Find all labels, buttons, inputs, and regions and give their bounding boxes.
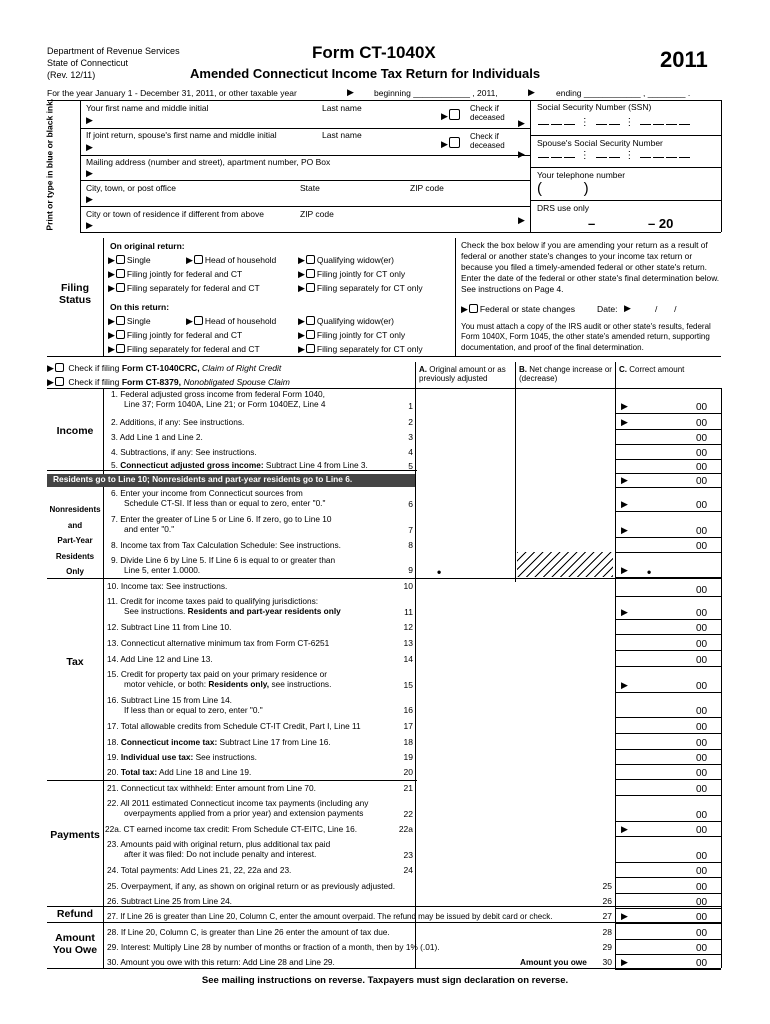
date-field[interactable]: / / bbox=[655, 304, 677, 314]
line-number: 2 bbox=[408, 417, 413, 427]
cents-field[interactable]: 00 bbox=[696, 681, 708, 692]
cents-field[interactable]: 00 bbox=[696, 402, 708, 413]
filing-status-label: Filing Status bbox=[58, 282, 92, 306]
column-b-header: B. Net change increase or (decrease) bbox=[519, 365, 612, 383]
orig-sep-ct[interactable]: ▶ Filing separately for CT only bbox=[298, 283, 423, 293]
cents-field[interactable]: 00 bbox=[696, 639, 708, 650]
entry-line bbox=[615, 923, 721, 924]
line-number: 19 bbox=[403, 752, 413, 762]
this-single[interactable]: ▶ Single bbox=[108, 316, 151, 326]
entry-line bbox=[615, 619, 721, 620]
entry-line bbox=[615, 596, 721, 597]
cents-field[interactable]: 00 bbox=[696, 623, 708, 634]
line-18-text: 18. Connecticut income tax: Subtract Line 17 from Line 16. bbox=[107, 737, 331, 747]
spouse-deceased-label: Check if deceased bbox=[470, 132, 505, 150]
this-sep-ct[interactable]: ▶ Filing separately for CT only bbox=[298, 344, 423, 354]
amend-instructions: Check the box below if you are amending your return as a result of federal or another state's changes to your income tax return or because you filed a timely-amended federal or other state's return. Enter the date of the federal or other state's final determination below. See instructions on Page 4. bbox=[461, 240, 720, 294]
cents-field[interactable]: 00 bbox=[696, 500, 708, 511]
cents-field[interactable]: 00 bbox=[696, 462, 708, 473]
arrow-icon: ▶ bbox=[441, 111, 448, 121]
entry-line bbox=[615, 939, 721, 940]
cents-field[interactable]: 00 bbox=[696, 753, 708, 764]
arrow-icon: ▶ bbox=[624, 303, 631, 313]
line-number: 13 bbox=[403, 638, 413, 648]
entry-line bbox=[615, 577, 721, 578]
cents-field[interactable]: 00 bbox=[696, 958, 708, 969]
cents-field[interactable]: 00 bbox=[696, 655, 708, 666]
city-label: City, town, or post office bbox=[86, 183, 176, 193]
entry-line bbox=[615, 969, 721, 970]
line-number: 4 bbox=[408, 447, 413, 457]
cents-field[interactable]: 00 bbox=[696, 810, 708, 821]
hatched-area bbox=[517, 552, 613, 577]
entry-line bbox=[615, 764, 721, 765]
line-number: 20 bbox=[403, 767, 413, 777]
entry-line bbox=[615, 552, 721, 553]
cents-field[interactable]: 00 bbox=[696, 825, 708, 836]
cents-field[interactable]: 00 bbox=[696, 418, 708, 429]
form-number: Form CT-1040X bbox=[312, 43, 436, 62]
arrow-icon: ▶ bbox=[621, 607, 628, 617]
line-4-text: 4. Subtractions, if any: See instructions. bbox=[111, 447, 257, 457]
drs-year: – 20 bbox=[648, 216, 674, 231]
owe-section-label: Amount You Owe bbox=[52, 932, 98, 956]
line-5-text: 5. Connecticut adjusted gross income: Subtract Line 4 from Line 3. bbox=[111, 460, 368, 470]
entry-line bbox=[615, 429, 721, 430]
arrow-icon: ▶ bbox=[621, 824, 628, 834]
cents-field[interactable]: 00 bbox=[696, 768, 708, 779]
arrow-icon: ▶ bbox=[621, 475, 628, 485]
entry-line bbox=[615, 511, 721, 512]
cents-field[interactable]: 00 bbox=[696, 722, 708, 733]
entry-line bbox=[615, 634, 721, 635]
line-number: 1 bbox=[408, 401, 413, 411]
drs-dash: – bbox=[588, 216, 596, 231]
cents-field[interactable]: 00 bbox=[696, 706, 708, 717]
line-number: 23 bbox=[403, 850, 413, 860]
amount-you-owe-label: Amount you owe bbox=[520, 957, 587, 967]
line-number: 11 bbox=[404, 607, 413, 617]
this-joint-ct[interactable]: ▶ Filing jointly for CT only bbox=[298, 330, 406, 340]
spouse-deceased-checkbox[interactable] bbox=[441, 137, 462, 150]
spouse-first-name-label: If joint return, spouse's first name and middle initial bbox=[86, 130, 277, 140]
cents-field[interactable]: 00 bbox=[696, 541, 708, 552]
phone-label: Your telephone number bbox=[537, 170, 626, 180]
arrow-icon: ▶ bbox=[518, 118, 525, 128]
orig-single[interactable]: ▶ Single bbox=[108, 255, 151, 265]
line-6-text: 6. Enter your income from Connecticut sources from Schedule CT-SI. If less than or equal to zero, enter "0." bbox=[111, 488, 326, 508]
arrow-icon: ▶ bbox=[621, 499, 628, 509]
ssn-label: Social Security Number (SSN) bbox=[537, 102, 652, 112]
entry-line bbox=[615, 666, 721, 667]
entry-line bbox=[615, 779, 721, 780]
line-number: 22 bbox=[403, 809, 413, 819]
refund-section-label: Refund bbox=[56, 908, 94, 920]
spouse-last-name-label: Last name bbox=[322, 130, 362, 140]
line-number: 28 bbox=[602, 927, 612, 937]
line-number: 30 bbox=[602, 957, 612, 967]
column-c-header: C. Correct amount bbox=[619, 365, 685, 374]
this-joint-fed[interactable]: ▶ Filing jointly for federal and CT bbox=[108, 330, 243, 340]
date-label: Date: bbox=[597, 304, 618, 314]
column-a-header: A. Original amount or as previously adjusted bbox=[419, 365, 506, 383]
cents-field[interactable]: 00 bbox=[696, 784, 708, 795]
entry-line bbox=[615, 893, 721, 894]
this-hoh[interactable]: ▶ Head of household bbox=[186, 316, 277, 326]
ink-instruction: Print or type in blue or black ink. bbox=[44, 98, 55, 231]
payments-section-label: Payments bbox=[50, 829, 100, 841]
spouse-ssn-label: Spouse's Social Security Number bbox=[537, 138, 663, 148]
tax-section-label: Tax bbox=[66, 656, 84, 668]
entry-line bbox=[615, 413, 721, 414]
crc-checkbox[interactable]: ▶ Check if filing Form CT-1040CRC, Claim of Right Credit bbox=[47, 363, 282, 373]
line-17-text: 17. Total allowable credits from Schedule CT-IT Credit, Part I, Line 11 bbox=[107, 721, 361, 731]
entry-line bbox=[615, 836, 721, 837]
line-27-text: 27. If Line 26 is greater than Line 20, Column C, enter the amount overpaid. The refund may be issued by debit card or check. bbox=[107, 912, 553, 921]
line-16-text: 16. Subtract Line 15 from Line 14. If less than or equal to zero, enter "0." bbox=[107, 695, 263, 715]
orig-sep-fed[interactable]: ▶ Filing separately for federal and CT bbox=[108, 283, 260, 293]
entry-line bbox=[615, 908, 721, 909]
form-title: Amended Connecticut Income Tax Return for Individuals bbox=[190, 66, 541, 81]
cents-field[interactable]: 00 bbox=[696, 912, 708, 923]
line-1-text: 1. Federal adjusted gross income from federal Form 1040, Line 37; Form 1040A, Line 21; or Form 1040EZ, Line 4 bbox=[111, 389, 326, 409]
line-10-text: 10. Income tax: See instructions. bbox=[107, 581, 228, 591]
line-30-text: 30. Amount you owe with this return: Add Line 28 and Line 29. bbox=[107, 957, 335, 967]
zip-label: ZIP code bbox=[410, 183, 444, 193]
line-number: 6 bbox=[408, 499, 413, 509]
line-number: 7 bbox=[408, 525, 413, 535]
line-number: 12 bbox=[403, 622, 413, 632]
entry-line bbox=[615, 877, 721, 878]
income-section-label: Income bbox=[56, 425, 94, 437]
line-14-text: 14. Add Line 12 and Line 13. bbox=[107, 654, 213, 664]
arrow-icon: ▶ bbox=[621, 525, 628, 535]
line-9-text: 9. Divide Line 6 by Line 5. If Line 6 is equal to or greater than Line 5, enter 1.0000. bbox=[111, 555, 336, 575]
residents-banner: Residents go to Line 10; Nonresidents and part-year residents go to Line 6. bbox=[47, 474, 415, 487]
line-number: 10 bbox=[403, 581, 413, 591]
entry-line bbox=[615, 537, 721, 538]
entry-line bbox=[615, 487, 721, 488]
line-28-text: 28. If Line 20, Column C, is greater than Line 26 enter the amount of tax due. bbox=[107, 927, 390, 937]
line-24-text: 24. Total payments: Add Lines 21, 22, 22a and 23. bbox=[107, 865, 292, 875]
line-number: 25 bbox=[602, 881, 612, 891]
line-number: 5 bbox=[408, 461, 413, 471]
line-number: 27 bbox=[602, 911, 612, 921]
revision: (Rev. 12/11) bbox=[47, 70, 96, 80]
arrow-icon: ▶ bbox=[441, 139, 448, 149]
arrow-icon: ▶ bbox=[518, 215, 525, 225]
dept-name: Department of Revenue Services bbox=[47, 46, 180, 56]
nss-checkbox[interactable]: ▶ Check if filing Form CT-8379, Nonobligated Spouse Claim bbox=[47, 377, 290, 387]
line-number: 18 bbox=[403, 737, 413, 747]
deceased-label: Check if deceased bbox=[470, 104, 505, 122]
arrow-icon: ▶ bbox=[621, 957, 628, 967]
line-number: 29 bbox=[602, 942, 612, 952]
original-return-heading: On original return: bbox=[110, 241, 185, 251]
residence-label: City or town of residence if different from above bbox=[86, 209, 264, 219]
tax-period: For the year January 1 - December 31, 2011, or other taxable year bbox=[47, 88, 297, 98]
form-year: 2011 bbox=[660, 47, 708, 72]
orig-joint-fed[interactable]: ▶ Filing jointly for federal and CT bbox=[108, 269, 243, 279]
entry-line bbox=[615, 733, 721, 734]
cents-field[interactable]: 00 bbox=[696, 738, 708, 749]
cents-field[interactable]: 00 bbox=[696, 608, 708, 619]
line-21-text: 21. Connecticut tax withheld: Enter amount from Line 70. bbox=[107, 783, 316, 793]
orig-joint-ct[interactable]: ▶ Filing jointly for CT only bbox=[298, 269, 406, 279]
footer-note: See mailing instructions on reverse. Taxpayers must sign declaration on reverse. bbox=[201, 975, 569, 986]
line-7-text: 7. Enter the greater of Line 5 or Line 6. If zero, go to Line 10 and enter "0." bbox=[111, 514, 332, 534]
entry-line bbox=[615, 717, 721, 718]
last-name-label: Last name bbox=[322, 103, 362, 113]
line-number: 8 bbox=[408, 540, 413, 550]
period-ending[interactable]: ending ____________ , ________ . bbox=[556, 88, 691, 98]
line-19-text: 19. Individual use tax: See instructions. bbox=[107, 752, 257, 762]
federal-changes-checkbox[interactable]: ▶ Federal or state changes bbox=[461, 304, 575, 314]
line-25-text: 25. Overpayment, if any, as shown on original return or as previously adjusted. bbox=[107, 881, 396, 891]
arrow-icon: ▶ bbox=[86, 115, 93, 125]
arrow-icon: ▶ bbox=[86, 168, 93, 178]
state-label: State bbox=[300, 183, 320, 193]
entry-line bbox=[615, 954, 721, 955]
this-qw[interactable]: ▶ Qualifying widow(er) bbox=[298, 316, 394, 326]
first-name-label: Your first name and middle initial bbox=[86, 103, 209, 113]
orig-qw[interactable]: ▶ Qualifying widow(er) bbox=[298, 255, 394, 265]
decimal-point: • bbox=[647, 565, 652, 579]
line-15-text: 15. Credit for property tax paid on your primary residence or motor vehicle, or both: Residents only, see instructions. bbox=[107, 669, 332, 689]
line-number: 26 bbox=[602, 896, 612, 906]
line-13-text: 13. Connecticut alternative minimum tax from Form CT-6251 bbox=[107, 638, 330, 648]
arrow-icon: ▶ bbox=[621, 401, 628, 411]
line-3-text: 3. Add Line 1 and Line 2. bbox=[111, 432, 203, 442]
line-number: 15 bbox=[403, 680, 413, 690]
cents-field[interactable]: 00 bbox=[696, 851, 708, 862]
arrow-icon: ▶ bbox=[518, 149, 525, 159]
arrow-icon: ▶ bbox=[86, 194, 93, 204]
period-beginning[interactable]: beginning ____________ , 2011, bbox=[374, 88, 498, 98]
attach-instructions: You must attach a copy of the IRS audit or other state's results, federal Form 1040X, Form 1045, the other state's amended return, supporting documentation, and proof of the final determination. bbox=[461, 322, 711, 352]
entry-line bbox=[615, 650, 721, 651]
this-sep-fed[interactable]: ▶ Filing separately for federal and CT bbox=[108, 344, 260, 354]
line-22-text: 22. All 2011 estimated Connecticut income tax payments (including any overpayments applied from a prior year) and extension payments bbox=[107, 798, 369, 818]
line-number: 16 bbox=[403, 705, 413, 715]
cents-field[interactable]: 00 bbox=[696, 882, 708, 893]
arrow-icon: ▶ bbox=[347, 87, 354, 97]
line-number: 3 bbox=[408, 432, 413, 442]
arrow-icon: ▶ bbox=[621, 680, 628, 690]
line-20-text: 20. Total tax: Add Line 18 and Line 19. bbox=[107, 767, 252, 777]
arrow-icon: ▶ bbox=[621, 911, 628, 921]
entry-line bbox=[615, 444, 721, 445]
cents-field[interactable]: 00 bbox=[696, 943, 708, 954]
address-label: Mailing address (number and street), apartment number, PO Box bbox=[86, 157, 331, 167]
nonresident-section-label: Nonresidents and Part-Year Residents Only bbox=[49, 505, 101, 577]
entry-line bbox=[615, 692, 721, 693]
arrow-icon: ▶ bbox=[621, 565, 628, 575]
line-number: 21 bbox=[403, 783, 413, 793]
arrow-icon: ▶ bbox=[86, 142, 93, 152]
line-23-text: 23. Amounts paid with original return, plus additional tax paid after it was filed: Do not include penalty and interest. bbox=[107, 839, 331, 859]
ssn-field[interactable]: ⋮ ⋮ bbox=[537, 117, 691, 128]
cents-field[interactable]: 00 bbox=[696, 476, 708, 487]
entry-line bbox=[615, 459, 721, 460]
line-number: 22a bbox=[398, 824, 413, 834]
arrow-icon: ▶ bbox=[621, 417, 628, 427]
entry-line bbox=[615, 821, 721, 822]
cents-field[interactable]: 00 bbox=[696, 433, 708, 444]
drs-label: DRS use only bbox=[537, 203, 589, 213]
phone-field[interactable]: ( ) bbox=[537, 180, 589, 197]
cents-field[interactable]: 00 bbox=[696, 928, 708, 939]
entry-line bbox=[615, 862, 721, 863]
cents-field[interactable]: 00 bbox=[696, 897, 708, 908]
arrow-icon: ▶ bbox=[528, 87, 535, 97]
cents-field[interactable]: 00 bbox=[696, 866, 708, 877]
cents-field[interactable]: 00 bbox=[696, 448, 708, 459]
entry-line bbox=[615, 749, 721, 750]
zip2-label: ZIP code bbox=[300, 209, 334, 219]
this-return-heading: On this return: bbox=[110, 302, 170, 312]
line-29-text: 29. Interest: Multiply Line 28 by number of months or fraction of a month, then by 1% (.01). bbox=[107, 942, 440, 952]
state-name: State of Connecticut bbox=[47, 58, 129, 68]
line-2-text: 2. Additions, if any: See instructions. bbox=[111, 417, 245, 427]
deceased-checkbox[interactable] bbox=[441, 109, 462, 122]
arrow-icon: ▶ bbox=[86, 220, 93, 230]
line-number: 24 bbox=[403, 865, 413, 875]
line-8-text: 8. Income tax from Tax Calculation Schedule: See instructions. bbox=[111, 540, 341, 550]
line-number: 9 bbox=[408, 565, 413, 575]
line-number: 14 bbox=[403, 654, 413, 664]
line-number: 17 bbox=[403, 721, 413, 731]
line-12-text: 12. Subtract Line 11 from Line 10. bbox=[107, 622, 232, 632]
cents-field[interactable]: 00 bbox=[696, 585, 708, 596]
orig-hoh[interactable]: ▶ Head of household bbox=[186, 255, 277, 265]
line-11-text: 11. Credit for income taxes paid to qualifying jurisdictions: See instructions. Residents and part-year residents only bbox=[107, 596, 341, 616]
entry-line bbox=[615, 473, 721, 474]
line-26-text: 26. Subtract Line 25 from Line 24. bbox=[107, 896, 232, 906]
cents-field[interactable]: 00 bbox=[696, 526, 708, 537]
line-22a-text: 22a. CT earned income tax credit: From Schedule CT-EITC, Line 16. bbox=[105, 824, 358, 834]
decimal-point: • bbox=[437, 565, 442, 579]
entry-line bbox=[615, 795, 721, 796]
spouse-ssn-field[interactable]: ⋮ ⋮ bbox=[537, 150, 691, 161]
